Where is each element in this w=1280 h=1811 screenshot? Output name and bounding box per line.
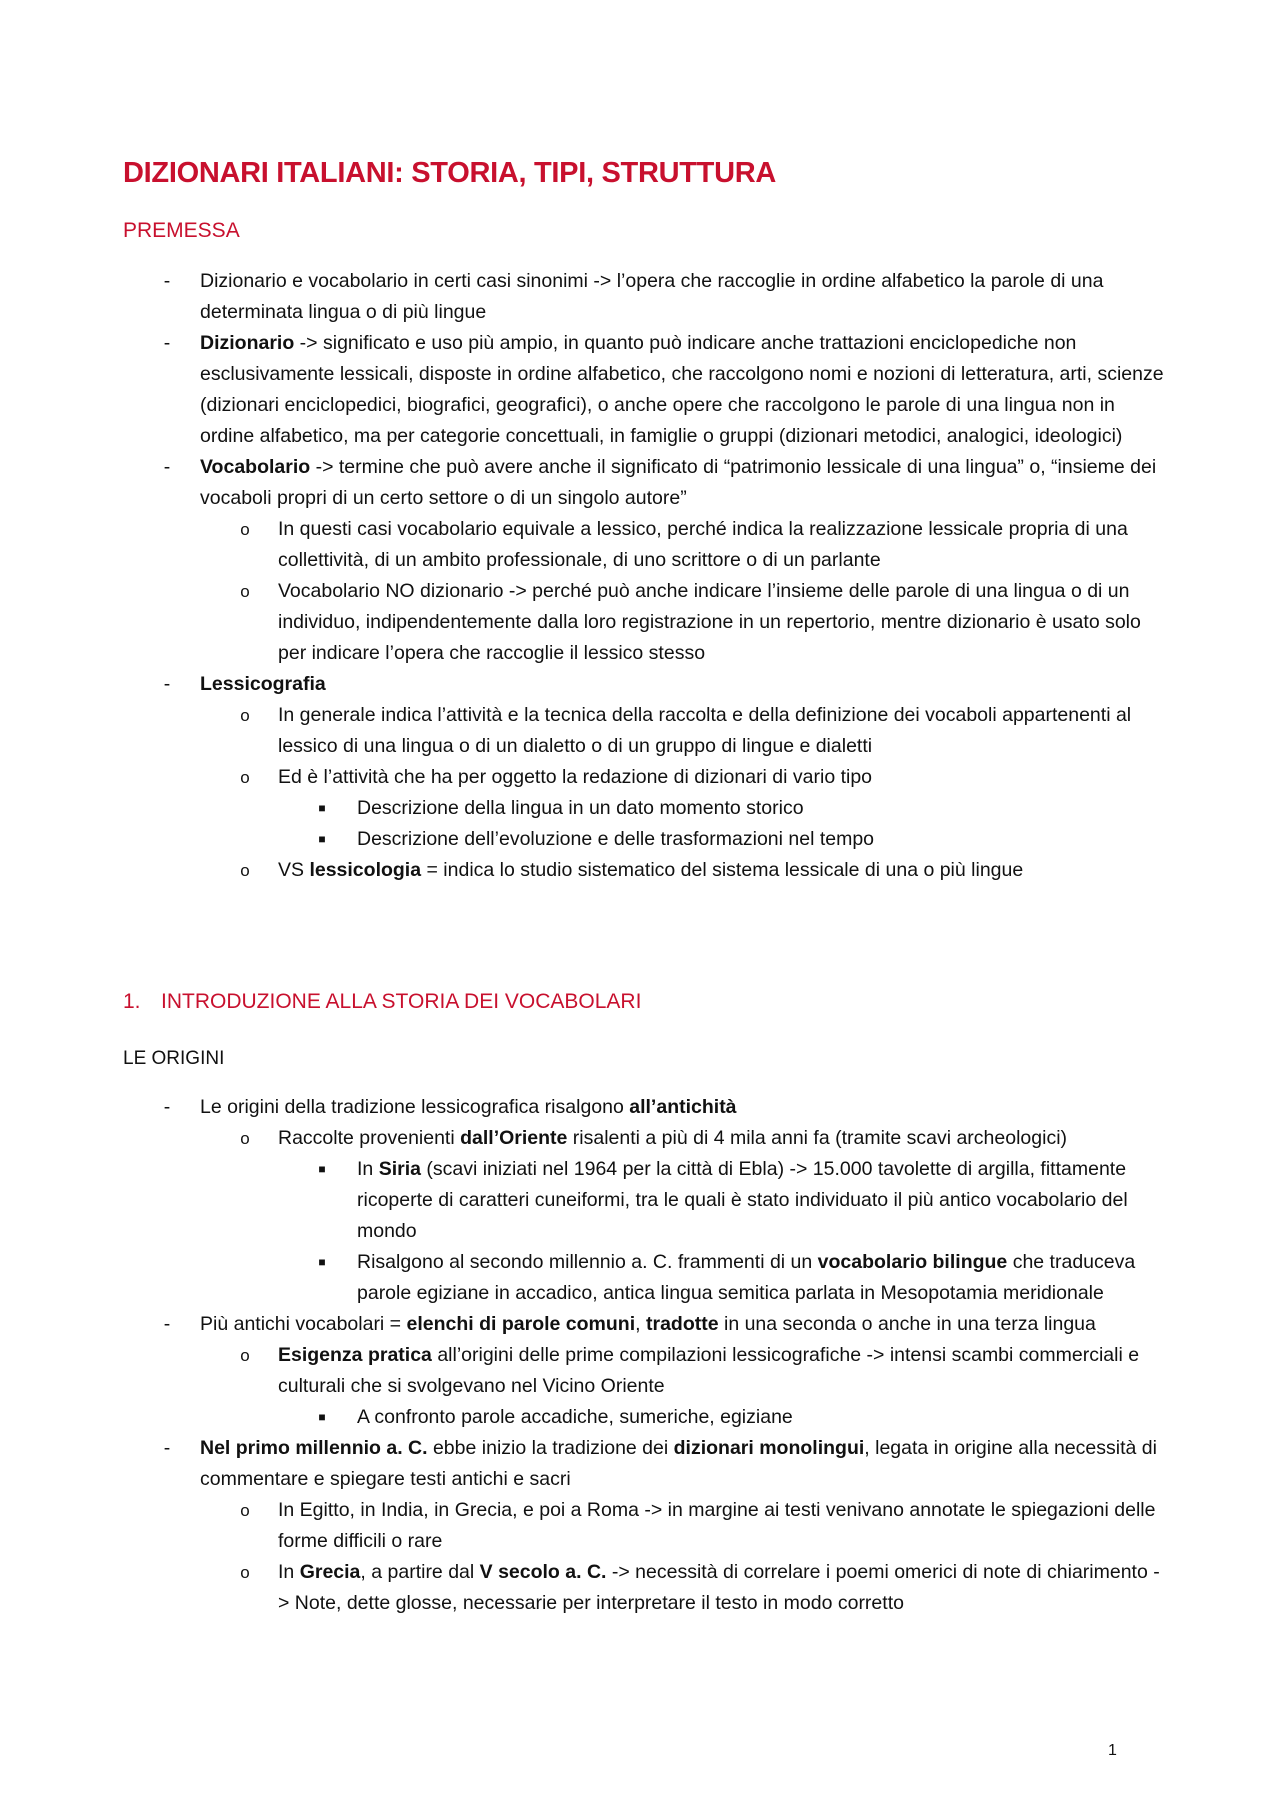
bullet-marker: o — [240, 582, 250, 601]
bullet-marker: o — [240, 706, 250, 725]
list-item — [0, 514, 1280, 576]
list-item — [0, 700, 1280, 762]
list-item-text: Esigenza pratica all’origini delle prime compilazioni lessicografiche -> intensi scambi commerciali e culturali che si svolgevano nel Vicino Oriente — [278, 1344, 1140, 1397]
list-item — [0, 1092, 1280, 1123]
bullet-marker: ■ — [318, 1255, 326, 1269]
bullet-marker: - — [163, 1437, 171, 1459]
list-item-text: Le origini della tradizione lessicografica risalgono all’antichità — [200, 1096, 737, 1118]
list-item — [0, 1154, 1280, 1247]
list-item-text: Descrizione della lingua in un dato momento storico — [357, 797, 804, 819]
list-item-text: Più antichi vocabolari = elenchi di parole comuni, tradotte in una seconda o anche in una terza lingua — [200, 1313, 1096, 1335]
list-item-text: Vocabolario -> termine che può avere anche il significato di “patrimonio lessicale di una lingua” o, “insieme dei vocaboli propri di un certo settore o di un singolo autore” — [200, 456, 1157, 509]
bullet-marker: o — [240, 861, 250, 880]
list-item-text: Vocabolario NO dizionario -> perché può anche indicare l’insieme delle parole di una lingua o di un individuo, indipendentemente dalla loro registrazione in un repertorio, mentre dizionario è usato solo per indicare l’opera che raccoglie il lessico stesso — [278, 580, 1141, 664]
list-item-text: Lessicografia — [200, 673, 326, 695]
bullet-marker: o — [240, 1346, 250, 1365]
list-item-text: In Grecia, a partire dal V secolo a. C. -> necessità di correlare i poemi omerici di note di chiarimento -> Note, dette glosse, necessarie per interpretare il testo in modo corretto — [278, 1561, 1160, 1614]
bullet-marker: o — [240, 1129, 250, 1148]
list-item — [0, 762, 1280, 793]
bullet-marker: o — [240, 1501, 250, 1520]
bullet-marker: ■ — [318, 1162, 326, 1176]
list-item-text: Raccolte provenienti dall’Oriente risalenti a più di 4 mila anni fa (tramite scavi archeologici) — [278, 1127, 1068, 1149]
bullet-marker: o — [240, 520, 250, 539]
list-item-text: Nel primo millennio a. C. ebbe inizio la tradizione dei dizionari monolingui, legata in origine alla necessità di commentare e spiegare testi antichi e sacri — [200, 1437, 1157, 1490]
bullet-marker: ■ — [318, 801, 326, 815]
list-item-text: Dizionario e vocabolario in certi casi sinonimi -> l’opera che raccoglie in ordine alfabetico la parole di una determinata lingua o di più lingue — [200, 270, 1104, 323]
premessa-list — [0, 266, 1280, 886]
list-item — [0, 1402, 1280, 1433]
list-item — [0, 1247, 1280, 1309]
list-item — [0, 452, 1280, 514]
bullet-marker: ■ — [318, 1410, 326, 1424]
section-number: 1. — [123, 990, 141, 1013]
list-item — [0, 1557, 1280, 1619]
list-item — [0, 1123, 1280, 1154]
premessa-heading: PREMESSA — [123, 219, 240, 242]
list-item-text: In questi casi vocabolario equivale a lessico, perché indica la realizzazione lessicale propria di una collettività, di un ambito professionale, di uno scrittore o di un parlante — [278, 518, 1128, 571]
list-item — [0, 328, 1280, 452]
le-origini-subheading: LE ORIGINI — [123, 1048, 225, 1069]
bullet-marker: - — [163, 1096, 171, 1118]
section-title: INTRODUZIONE ALLA STORIA DEI VOCABOLARI — [161, 990, 642, 1013]
list-item-text: In generale indica l’attività e la tecnica della raccolta e della definizione dei vocaboli appartenenti al lessico di una lingua o di un dialetto o di un gruppo di lingue e dialetti — [278, 704, 1132, 757]
bullet-marker: o — [240, 1563, 250, 1582]
list-item-text: VS lessicologia = indica lo studio sistematico del sistema lessicale di una o più lingue — [278, 859, 1024, 881]
bullet-marker: - — [163, 456, 171, 478]
list-item — [0, 576, 1280, 669]
bullet-marker: ■ — [318, 832, 326, 846]
list-item — [0, 266, 1280, 328]
list-item-text: Descrizione dell’evoluzione e delle trasformazioni nel tempo — [357, 828, 875, 850]
bullet-marker: - — [163, 332, 171, 354]
bullet-marker: - — [163, 1313, 171, 1335]
page-number: 1 — [1108, 1742, 1117, 1759]
list-item — [0, 1495, 1280, 1557]
section-1-heading — [123, 990, 641, 1014]
bullet-marker: - — [163, 673, 171, 695]
list-item-text: A confronto parole accadiche, sumeriche, egiziane — [357, 1406, 793, 1428]
document-title: DIZIONARI ITALIANI: STORIA, TIPI, STRUTTURA — [123, 157, 776, 189]
list-item — [0, 1309, 1280, 1340]
list-item — [0, 855, 1280, 886]
list-item — [0, 793, 1280, 824]
list-item-text: Risalgono al secondo millennio a. C. frammenti di un vocabolario bilingue che traduceva parole egiziane in accadico, antica lingua semitica parlata in Mesopotamia meridionale — [357, 1251, 1136, 1304]
list-item — [0, 824, 1280, 855]
section-1-list — [0, 1092, 1280, 1619]
bullet-marker: o — [240, 768, 250, 787]
list-item — [0, 669, 1280, 700]
list-item-text: In Egitto, in India, in Grecia, e poi a Roma -> in margine ai testi venivano annotate le spiegazioni delle forme difficili o rare — [278, 1499, 1156, 1552]
list-item — [0, 1433, 1280, 1495]
list-item-text: In Siria (scavi iniziati nel 1964 per la città di Ebla) -> 15.000 tavolette di argilla, fittamente ricoperte di caratteri cuneiformi, tra le quali è stato individuato il più antico vocabolario del mondo — [357, 1158, 1128, 1242]
list-item-text: Dizionario -> significato e uso più ampio, in quanto può indicare anche trattazioni enciclopediche non esclusivamente lessicali, disposte in ordine alfabetico, che raccolgono nomi e nozioni di letteratura, arti, scienze (dizionari enciclopedici, biografici, geografici), o anche opere che raccolgono le parole di una lingua non in ordine alfabetico, ma per categorie concettuali, in famiglie o gruppi (dizionari metodici, analogici, ideologici) — [200, 332, 1164, 447]
list-item-text: Ed è l’attività che ha per oggetto la redazione di dizionari di vario tipo — [278, 766, 873, 788]
bullet-marker: - — [163, 270, 171, 292]
list-item — [0, 1340, 1280, 1402]
